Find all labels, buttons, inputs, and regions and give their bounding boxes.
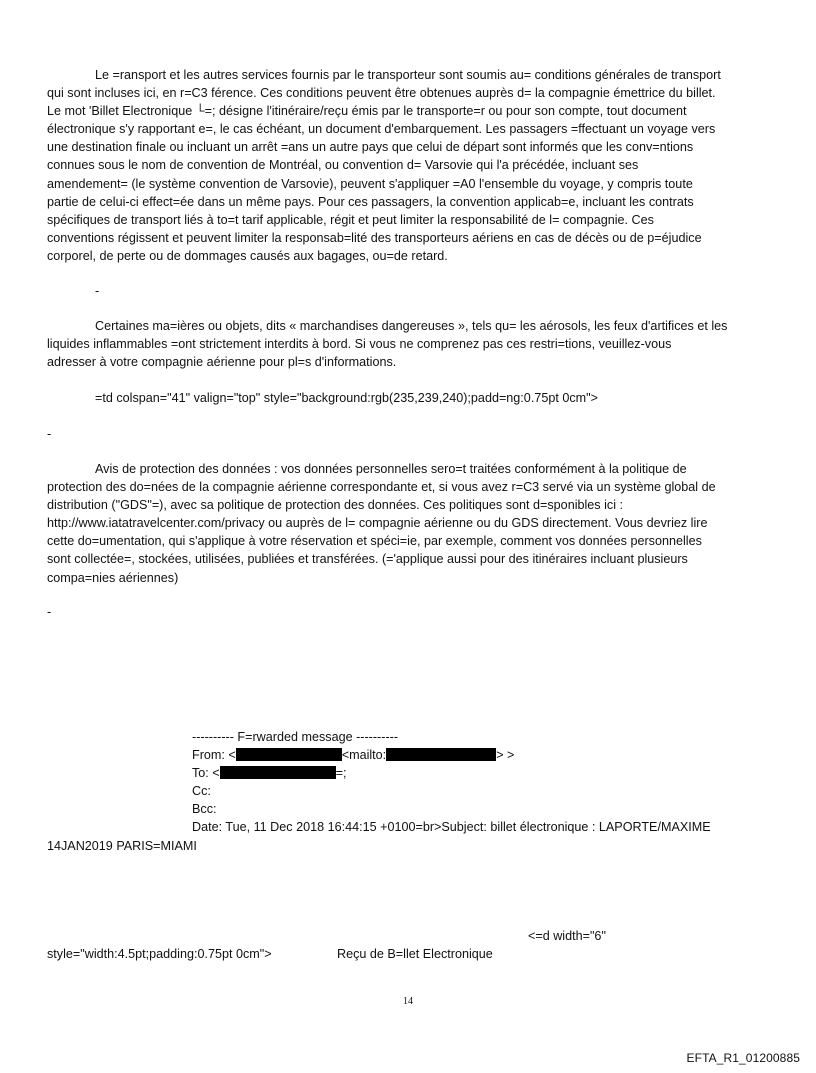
redaction-bar [236,748,342,761]
paragraph-line: =td colspan="41" valign="top" style="background:rgb(235,239,240);padd=ng:0.75pt 0cm"> [95,391,598,405]
paragraph-line: compa=nies aériennes) [47,570,179,585]
forwarded-message-header [192,728,711,837]
separator-dash: - [47,427,52,441]
dangerous-goods-paragraph [47,317,769,371]
paragraph-line: Le =ransport et les autres services fournis par le transporteur sont soumis au= conditions générales de transport [95,68,721,82]
carriage-conditions-paragraph [47,66,769,265]
separator-dash: - [47,605,52,619]
bcc-line: Bcc: [192,802,217,817]
paragraph-line: Avis de protection des données : vos données personnelles sero=t traitées conformément à la politique de [95,462,687,476]
paragraph-line: conventions régissent et peuvent limiter la responsab=lité des transporteurs aériens en cas de décès ou de p=éjudice [47,230,702,245]
paragraph-line: électronique s'y rapportant e=, le cas échéant, un document d'embarquement. Les passagers =ffectuant un voyage vers [47,122,716,137]
from-end: > > [496,748,515,763]
from-mailto: <mailto: [341,748,387,763]
to-label: To: < [192,766,220,781]
paragraph-line: Certaines ma=ières ou objets, dits « marchandises dangereuses », tels qu= les aérosols, les feux d'artifices et les [95,319,728,333]
paragraph-line: liquides inflammables =ont strictement interdits à bord. Si vous ne comprenez pas ces restri=tions, veuillez-vous [47,337,672,352]
paragraph-line: protection des do=nées de la compagnie aérienne correspondante et, si vous avez r=C3 servé via un système global de [47,480,716,495]
paragraph-line: une destination finale ou incluant un arrêt =ans un autre pays que celui de départ sont informés que les conv=ntions [47,140,694,155]
forwarded-title: ---------- F=rwarded message ---------- [192,730,399,744]
redaction-bar [386,748,496,761]
paragraph-line: partie de celui-ci effect=ée dans un même pays. Pour ces passagers, la convention applicab=e, incluant les contrats [47,194,694,209]
paragraph-line: corporel, de perte ou de dommages causés aux bagages, ou=de retard. [47,248,448,263]
html-fragment-td: <=d width="6" [528,929,606,943]
to-end: =; [335,766,347,781]
from-line [192,746,711,764]
redaction-bar [220,766,336,779]
page-number: 14 [403,996,413,1007]
from-label: From: < [192,748,236,763]
html-fragment-style: style="width:4.5pt;padding:0.75pt 0cm"> [47,947,272,961]
paragraph-line: Le mot 'Billet Electronique └=; désigne l'itinéraire/reçu émis par le transporte=r ou pour son compte, tout document [47,104,687,119]
document-id: EFTA_R1_01200885 [686,1051,800,1065]
paragraph-line: qui sont incluses ici, en r=C3 férence. Ces conditions peuvent être obtenues auprès d= la compagnie émettrice du billet. [47,86,716,101]
paragraph-line: adresser à votre compagnie aérienne pour pl=s d'informations. [47,355,397,370]
separator-dash: - [95,284,100,298]
paragraph-line: spécifiques de transport liés à to=t tarif applicable, régit et peut limiter la responsabilité de l= compagnie. Ces [47,212,654,227]
subject-wrap-line: 14JAN2019 PARIS=MIAMI [47,839,197,853]
paragraph-line: amendement= (le système convention de Varsovie), peuvent s'appliquer =A0 l'ensemble du voyage, y compris toute [47,176,693,191]
paragraph-line: distribution ("GDS"=), avec sa politique de protection des données. Ces politiques sont d=sponibles ici : [47,498,623,513]
paragraph-line: connues sous le nom de convention de Montréal, ou convention d= Varsovie qui l'a précédée, incluant ses [47,158,639,173]
html-fragment-line [47,389,769,407]
paragraph-line: sont collectée=, stockées, utilisées, publiées et transférées. (='applique aussi pour des itinéraires incluant plusieurs [47,552,688,567]
date-subject-line: Date: Tue, 11 Dec 2018 16:44:15 +0100=br>Subject: billet électronique : LAPORTE/MAXIME [192,820,711,835]
cc-line: Cc: [192,784,211,799]
receipt-title: Reçu de B=llet Electronique [337,947,493,961]
paragraph-line: cette do=umentation, qui s'applique à votre réservation et spéci=ie, par exemple, comment vos données personnelles [47,534,702,549]
to-line [192,764,711,782]
data-protection-paragraph [47,460,769,587]
paragraph-line: http://www.iatatravelcenter.com/privacy ou auprès de l= compagnie aérienne ou du GDS directement. Vous devriez lire [47,516,708,531]
